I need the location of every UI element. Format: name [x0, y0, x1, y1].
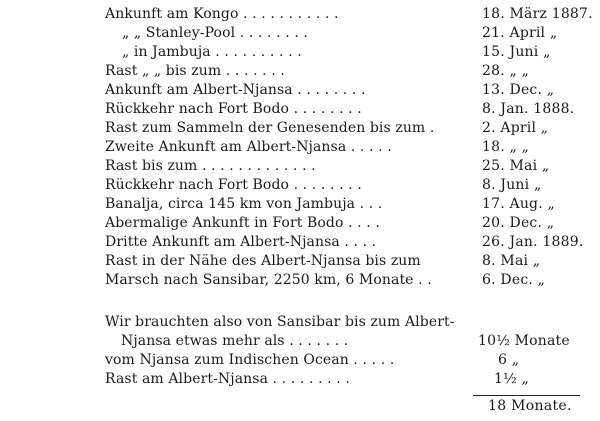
itinerary-desc: Marsch nach Sansibar, 2250 km, 6 Monate . .: [105, 272, 432, 288]
summary-desc: Njansa etwas mehr als . . . . . . .: [121, 333, 349, 349]
summary-row: [0, 332, 600, 351]
itinerary-desc: „ in Jambuja . . . . . . . . . .: [122, 44, 302, 60]
sum-rule: [473, 395, 580, 396]
itinerary-row: [0, 195, 600, 214]
itinerary-date: 13. Dec. „: [482, 82, 555, 98]
itinerary-desc: Rast zum Sammeln der Genesenden bis zum .: [105, 120, 435, 136]
itinerary-date: 8. Juni „: [482, 177, 542, 193]
summary-desc: vom Njansa zum Indischen Ocean . . . . .: [105, 352, 395, 368]
itinerary-date: 8. Jan. 1888.: [482, 101, 575, 117]
itinerary-row: [0, 157, 600, 176]
itinerary-desc: Dritte Ankunft am Albert-Njansa . . . .: [105, 234, 377, 250]
itinerary-desc: Ankunft am Kongo . . . . . . . . . . .: [105, 6, 339, 22]
itinerary-date: 18. März 1887.: [482, 6, 593, 22]
summary-desc: Wir brauchten also von Sansibar bis zum Albert-: [105, 314, 455, 330]
itinerary-row: [0, 252, 600, 271]
itinerary-row: [0, 100, 600, 119]
itinerary-row: [0, 233, 600, 252]
itinerary-date: 20. Dec. „: [482, 215, 555, 231]
itinerary-row: [0, 5, 600, 24]
itinerary-date: 26. Jan. 1889.: [482, 234, 584, 250]
itinerary-desc: Rast „ „ bis zum . . . . . . .: [105, 63, 285, 79]
summary-value: 6 „: [498, 352, 520, 368]
summary-value: 1½ „: [494, 371, 529, 387]
itinerary-date: 17. Aug. „: [482, 196, 555, 212]
itinerary-row: [0, 24, 600, 43]
summary-row: [0, 370, 600, 389]
itinerary-row: [0, 214, 600, 233]
summary-value: 10½ Monate: [478, 333, 570, 349]
itinerary-date: 18. „ „: [482, 139, 530, 155]
itinerary-desc: Rückkehr nach Fort Bodo . . . . . . . .: [105, 101, 362, 117]
itinerary-row: [0, 62, 600, 81]
itinerary-row: [0, 271, 600, 290]
itinerary-date: 25. Mai „: [482, 158, 550, 174]
itinerary-row: [0, 43, 600, 62]
total-value: 18 Monate.: [488, 398, 572, 414]
itinerary-desc: Ankunft am Albert-Njansa . . . . . . . .: [105, 82, 366, 98]
itinerary-row: [0, 176, 600, 195]
summary-row: [0, 313, 600, 332]
itinerary-desc: Rast bis zum . . . . . . . . . . . . .: [105, 158, 316, 174]
summary-desc: Rast am Albert-Njansa . . . . . . . . .: [105, 371, 350, 387]
itinerary-date: 8. Mai „: [482, 253, 541, 269]
itinerary-desc: Banalja, circa 145 km von Jambuja . . .: [105, 196, 383, 212]
itinerary-desc: „ „ Stanley-Pool . . . . . . . .: [122, 25, 308, 41]
itinerary-date: 15. Juni „: [482, 44, 551, 60]
summary-row: [0, 351, 600, 370]
itinerary-desc: Zweite Ankunft am Albert-Njansa . . . . .: [105, 139, 392, 155]
itinerary-row: [0, 119, 600, 138]
itinerary-date: 2. April „: [482, 120, 549, 136]
itinerary-desc: Rast in der Nähe des Albert-Njansa bis zum: [105, 253, 421, 269]
itinerary-date: 28. „ „: [482, 63, 530, 79]
itinerary-date: 6. Dec. „: [482, 272, 546, 288]
itinerary-desc: Rückkehr nach Fort Bodo . . . . . . . .: [105, 177, 362, 193]
itinerary-date: 21. April „: [482, 25, 558, 41]
itinerary-desc: Abermalige Ankunft in Fort Bodo . . . .: [105, 215, 380, 231]
itinerary-row: [0, 138, 600, 157]
itinerary-row: [0, 81, 600, 100]
